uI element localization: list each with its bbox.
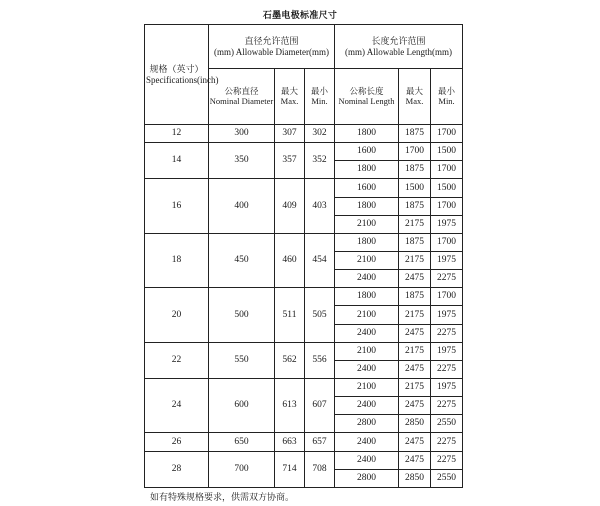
- nominal-length-cell: 1600: [335, 179, 399, 197]
- nominal-length-cell: 2400: [335, 451, 399, 469]
- diameter-min-cell: 302: [305, 125, 335, 143]
- nominal-diameter-cell: 600: [209, 378, 275, 432]
- length-max-cell: 1875: [399, 125, 431, 143]
- spec-cell: 20: [145, 288, 209, 342]
- length-max-cell: 2175: [399, 251, 431, 269]
- length-min-cell: 1700: [431, 288, 463, 306]
- nominal-diameter-cell: 650: [209, 433, 275, 451]
- length-min-cell: 1975: [431, 215, 463, 233]
- diameter-max-cell: 357: [275, 143, 305, 179]
- length-max-cell: 1500: [399, 179, 431, 197]
- length-max-cell: 2475: [399, 360, 431, 378]
- diameter-header-en: (mm) Allowable Diameter(mm): [214, 46, 329, 57]
- diameter-max-cell: 613: [275, 378, 305, 432]
- nominal-length-header: 公称长度 Nominal Length: [335, 69, 399, 125]
- diameter-min-cell: 403: [305, 179, 335, 233]
- nominal-length-cell: 2800: [335, 415, 399, 433]
- diameter-max-cell: 714: [275, 451, 305, 487]
- table-row: [145, 125, 463, 143]
- length-max-cell: 1875: [399, 161, 431, 179]
- diameter-header: [209, 25, 335, 69]
- spec-header: 规格（英寸）Specifications(inch): [145, 25, 209, 125]
- table-row: [145, 233, 463, 251]
- document-title: 石墨电极标准尺寸: [262, 10, 338, 20]
- nominal-diameter-cell: 300: [209, 125, 275, 143]
- diameter-max-header: 最大 Max.: [275, 69, 305, 125]
- nominal-length-cell: 2400: [335, 397, 399, 415]
- length-min-cell: 2275: [431, 360, 463, 378]
- table-row: [145, 378, 463, 396]
- spec-cell: 26: [145, 433, 209, 451]
- nominal-diameter-cell: 400: [209, 179, 275, 233]
- nominal-diameter-cell: 450: [209, 233, 275, 287]
- spec-table-body: [145, 125, 463, 488]
- nominal-length-cell: 1800: [335, 233, 399, 251]
- nominal-diameter-cell: 350: [209, 143, 275, 179]
- length-min-cell: 1700: [431, 161, 463, 179]
- length-min-cell: 1500: [431, 179, 463, 197]
- nominal-length-cell: 2100: [335, 342, 399, 360]
- diameter-min-cell: 657: [305, 433, 335, 451]
- length-min-cell: 2550: [431, 469, 463, 487]
- nominal-diameter-cell: 550: [209, 342, 275, 378]
- diameter-max-cell: 460: [275, 233, 305, 287]
- length-min-cell: 1975: [431, 251, 463, 269]
- table-row: [145, 451, 463, 469]
- nominal-length-cell: 1800: [335, 125, 399, 143]
- nominal-diameter-cell: 500: [209, 288, 275, 342]
- spec-cell: 18: [145, 233, 209, 287]
- length-min-cell: 1975: [431, 378, 463, 396]
- spec-cell: 28: [145, 451, 209, 487]
- length-min-header: 最小 Min.: [431, 69, 463, 125]
- nominal-diameter-cell: 700: [209, 451, 275, 487]
- diameter-min-cell: 352: [305, 143, 335, 179]
- diameter-min-cell: 708: [305, 451, 335, 487]
- spec-cell: 14: [145, 143, 209, 179]
- length-max-cell: 2175: [399, 306, 431, 324]
- diameter-min-cell: 454: [305, 233, 335, 287]
- length-min-cell: 1700: [431, 197, 463, 215]
- nominal-length-cell: 2100: [335, 215, 399, 233]
- nominal-length-cell: 2400: [335, 360, 399, 378]
- length-min-cell: 2275: [431, 397, 463, 415]
- diameter-max-cell: 663: [275, 433, 305, 451]
- length-max-cell: 2175: [399, 342, 431, 360]
- spec-cell: 22: [145, 342, 209, 378]
- nominal-length-cell: 1800: [335, 197, 399, 215]
- length-max-cell: 2475: [399, 324, 431, 342]
- length-min-cell: 2550: [431, 415, 463, 433]
- diameter-max-cell: 511: [275, 288, 305, 342]
- spec-cell: 24: [145, 378, 209, 432]
- length-min-cell: 1975: [431, 306, 463, 324]
- diameter-min-cell: 607: [305, 378, 335, 432]
- length-max-cell: 1700: [399, 143, 431, 161]
- length-max-cell: 2175: [399, 215, 431, 233]
- length-min-cell: 2275: [431, 324, 463, 342]
- length-header-en: (mm) Allowable Length(mm): [345, 46, 453, 57]
- spec-cell: 12: [145, 125, 209, 143]
- length-max-cell: 2475: [399, 433, 431, 451]
- diameter-min-header: 最小 Min.: [305, 69, 335, 125]
- diameter-min-cell: 556: [305, 342, 335, 378]
- electrode-spec-table: [144, 24, 463, 488]
- length-max-cell: 1875: [399, 197, 431, 215]
- length-max-header: 最大 Max.: [399, 69, 431, 125]
- nominal-length-cell: 2100: [335, 378, 399, 396]
- length-header-cn: 长度允许范围: [371, 36, 426, 47]
- nominal-length-cell: 2800: [335, 469, 399, 487]
- nominal-length-cell: 2400: [335, 433, 399, 451]
- length-header: [335, 25, 463, 69]
- length-min-cell: 1700: [431, 125, 463, 143]
- nominal-length-cell: 1800: [335, 161, 399, 179]
- length-min-cell: 2275: [431, 451, 463, 469]
- diameter-max-cell: 307: [275, 125, 305, 143]
- footnote: 如有特殊规格要求，供需双方协商。: [150, 492, 295, 502]
- length-max-cell: 2475: [399, 397, 431, 415]
- nominal-length-cell: 1800: [335, 288, 399, 306]
- length-min-cell: 2275: [431, 270, 463, 288]
- table-row: [145, 433, 463, 451]
- spec-cell: 16: [145, 179, 209, 233]
- diameter-max-cell: 562: [275, 342, 305, 378]
- nominal-length-cell: 2400: [335, 270, 399, 288]
- nominal-length-cell: 1600: [335, 143, 399, 161]
- length-max-cell: 2175: [399, 378, 431, 396]
- table-row: [145, 179, 463, 197]
- diameter-header-cn: 直径允许范围: [244, 36, 299, 47]
- table-row: [145, 143, 463, 161]
- diameter-max-cell: 409: [275, 179, 305, 233]
- diameter-min-cell: 505: [305, 288, 335, 342]
- length-min-cell: 1700: [431, 233, 463, 251]
- length-max-cell: 2850: [399, 415, 431, 433]
- length-min-cell: 1975: [431, 342, 463, 360]
- table-row: [145, 288, 463, 306]
- length-max-cell: 1875: [399, 233, 431, 251]
- length-min-cell: 2275: [431, 433, 463, 451]
- length-min-cell: 1500: [431, 143, 463, 161]
- length-max-cell: 2850: [399, 469, 431, 487]
- nominal-diameter-header: 公称直径 Nominal Diameter: [209, 69, 275, 125]
- table-row: [145, 342, 463, 360]
- length-max-cell: 2475: [399, 451, 431, 469]
- length-max-cell: 2475: [399, 270, 431, 288]
- nominal-length-cell: 2100: [335, 306, 399, 324]
- length-max-cell: 1875: [399, 288, 431, 306]
- nominal-length-cell: 2400: [335, 324, 399, 342]
- nominal-length-cell: 2100: [335, 251, 399, 269]
